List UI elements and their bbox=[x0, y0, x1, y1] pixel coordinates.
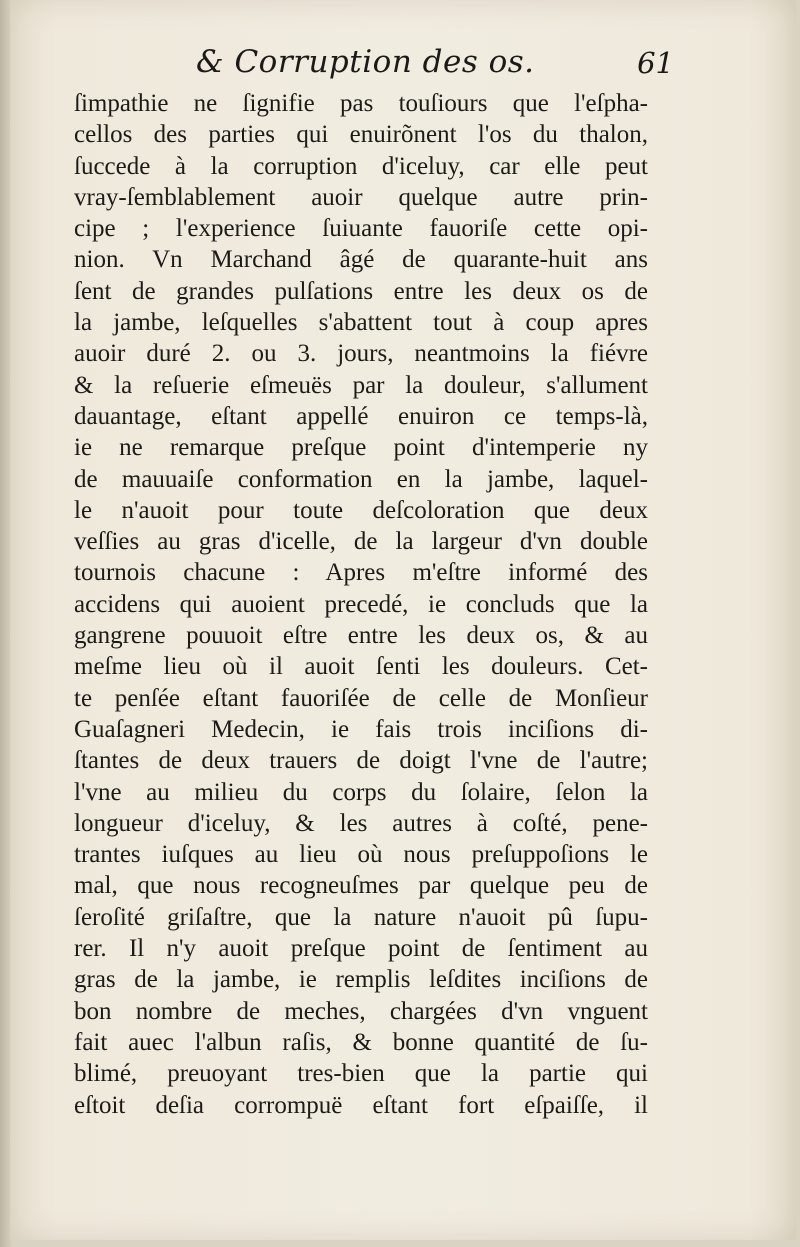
page-header bbox=[70, 44, 674, 90]
text-line: trantes iuſques au lieu où nous preſuppoſions le bbox=[74, 841, 648, 869]
text-line: nion. Vn Marchand âgé de quarante-huit ans bbox=[74, 246, 648, 274]
text-line: longueur d'iceluy, & les autres à coſté, pene- bbox=[74, 809, 648, 837]
text-line: vray-ſemblablement auoir quelque autre prin- bbox=[74, 183, 648, 211]
text-line: Guaſagneri Medecin, ie fais trois inciſions di- bbox=[74, 715, 648, 743]
text-line: blimé, preuoyant tres-bien que la partie qui bbox=[74, 1060, 648, 1088]
text-line: ſuccede à la corruption d'iceluy, car elle peut bbox=[74, 152, 648, 180]
text-line: auoir duré 2. ou 3. jours, neantmoins la fiévre bbox=[74, 340, 648, 368]
text-line: ſent de grandes pulſations entre les deux os de bbox=[74, 277, 648, 305]
text-line: l'vne au milieu du corps du ſolaire, ſelon la bbox=[74, 778, 648, 806]
text-line: & la reſuerie eſmeuës par la douleur, s'allument bbox=[74, 371, 648, 399]
text-line: de mauuaiſe conformation en la jambe, laquel- bbox=[74, 465, 648, 493]
text-line: te penſée eſtant fauoriſée de celle de Monſieur bbox=[74, 684, 648, 712]
text-line: gangrene pouuoit eſtre entre les deux os, & au bbox=[74, 622, 648, 650]
text-line: bon nombre de meches, chargées d'vn vnguent bbox=[74, 997, 648, 1025]
text-line: eſtoit deſia corrompuë eſtant fort eſpaiſſe, il bbox=[74, 1091, 648, 1119]
text-line: la jambe, leſquelles s'abattent tout à coup apres bbox=[74, 309, 648, 337]
text-line: accidens qui auoient precedé, ie concluds que la bbox=[74, 590, 648, 618]
text-line: ſeroſité griſaſtre, que la nature n'auoit pû ſupu- bbox=[74, 903, 648, 931]
text-line: ie ne remarque preſque point d'intemperie ny bbox=[74, 434, 648, 462]
text-line: gras de la jambe, ie remplis leſdites inciſions de bbox=[74, 966, 648, 994]
text-line: tournois chacune : Apres m'eſtre informé des bbox=[74, 559, 648, 587]
text-line: cipe ; l'experience ſuiuante fauoriſe cette opi- bbox=[74, 215, 648, 243]
page-number: 61 bbox=[637, 46, 674, 80]
text-line: le n'auoit pour toute deſcoloration que deux bbox=[74, 496, 648, 524]
text-line: mal, que nous recogneuſmes par quelque peu de bbox=[74, 872, 648, 900]
text-line: ſtantes de deux trauers de doigt l'vne de l'autre; bbox=[74, 747, 648, 775]
text-line: dauantage, eſtant appellé enuiron ce temps-là, bbox=[74, 402, 648, 430]
text-line: fait auec l'albun raſis, & bonne quantité de ſu- bbox=[74, 1028, 648, 1056]
text-line: ſimpathie ne ſignifie pas touſiours que l'eſpha- bbox=[74, 90, 648, 117]
body-text bbox=[74, 88, 648, 1121]
text-line: meſme lieu où il auoit ſenti les douleurs. Cet- bbox=[74, 653, 648, 681]
text-line: cellos des parties qui enuirõnent l'os du thalon, bbox=[74, 121, 648, 149]
running-title: & Corruption des os. bbox=[196, 44, 535, 80]
text-line: veſſies au gras d'icelle, de la largeur d'vn double bbox=[74, 528, 648, 556]
text-line: rer. Il n'y auoit preſque point de ſentiment au bbox=[74, 935, 648, 963]
